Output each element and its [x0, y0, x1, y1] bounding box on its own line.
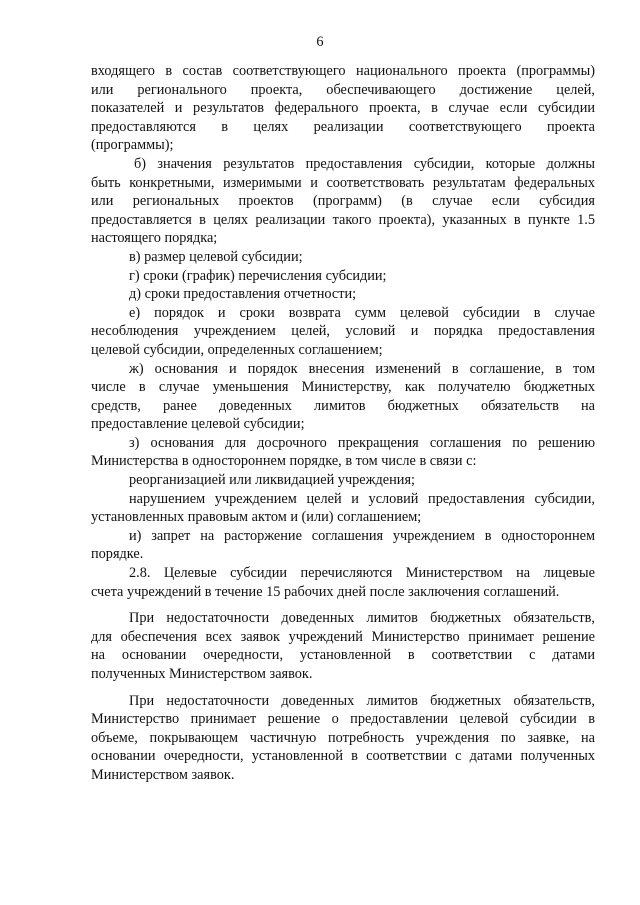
text-line: При недостаточности доведенных лимитов бюджетных обязательств,	[129, 610, 595, 627]
page-number: 6	[316, 34, 324, 50]
text-line: б) значения результатов предоставления субсидии, которые должны	[134, 155, 595, 172]
text-line: г) сроки (график) перечисления субсидии;	[129, 267, 387, 284]
paragraph	[91, 155, 595, 248]
paragraph	[91, 692, 595, 785]
paragraph	[91, 285, 595, 304]
text-line: числе в случае уменьшения Министерству, как получателю бюджетных	[91, 379, 595, 396]
text-line: объеме, покрывающем частичную потребность учреждения по заявке, на	[91, 729, 595, 746]
paragraph	[91, 609, 595, 683]
text-line: в) размер целевой субсидии;	[129, 248, 303, 265]
text-line: 2.8. Целевые субсидии перечисляются Министерством на лицевые	[129, 565, 595, 582]
text-line: средств, ранее доведенных лимитов бюджетных обязательств на	[91, 397, 595, 414]
text-line: е) порядок и сроки возврата сумм целевой субсидии в случае	[129, 304, 595, 321]
text-line: основании очередности, установленной в соответствии с датами полученных	[91, 748, 595, 765]
paragraph	[91, 490, 595, 527]
paragraph	[91, 267, 595, 286]
paragraph	[91, 62, 595, 155]
text-line: предоставляется в целях реализации такого проекта), указанных в пункте 1.5	[91, 211, 595, 228]
text-line: (программы);	[91, 137, 174, 154]
text-line: предоставляются в целях реализации соответствующего проекта	[91, 118, 595, 135]
paragraph	[91, 527, 595, 564]
text-line: ж) основания и порядок внесения изменений в соглашение, в том	[129, 360, 595, 377]
text-line: Министерство принимает решение о предоставлении целевой субсидии в	[91, 711, 595, 728]
paragraph	[91, 248, 595, 267]
text-line: полученных Министерством заявок.	[91, 666, 313, 682]
text-line: целевой субсидии, определенных соглашением;	[91, 341, 383, 358]
text-line: установленных правовым актом и (или) соглашением;	[91, 509, 422, 526]
text-line: з) основания для досрочного прекращения соглашения по решению	[129, 434, 595, 451]
text-line: быть конкретными, измеримыми и соответствовать результатам федеральных	[91, 174, 595, 191]
paragraph	[91, 564, 595, 601]
text-line: показателей и результатов федерального проекта, в случае если субсидии	[91, 100, 595, 117]
text-line: и) запрет на расторжение соглашения учреждением в одностороннем	[129, 527, 595, 544]
paragraph	[91, 360, 595, 434]
text-line: порядке.	[91, 546, 144, 563]
text-line: При недостаточности доведенных лимитов бюджетных обязательств,	[129, 692, 595, 709]
text-line: Министерством заявок.	[91, 766, 235, 783]
document-body	[91, 62, 595, 785]
text-line: реорганизацией или ликвидацией учреждения;	[129, 472, 415, 489]
paragraph	[91, 434, 595, 471]
text-line: или региональных проектов (программ) (в случае если субсидия	[91, 193, 595, 210]
text-line: или регионального проекта, обеспечивающего достижение целей,	[91, 81, 595, 98]
text-line: Министерства в одностороннем порядке, в том числе в связи с:	[91, 453, 477, 470]
text-line: нарушением учреждением целей и условий предоставления субсидии,	[129, 490, 595, 507]
text-line: предоставление целевой субсидии;	[91, 416, 305, 433]
text-line: настоящего порядка;	[91, 230, 218, 247]
text-line: счета учреждений в течение 15 рабочих дней после заключения соглашений.	[91, 583, 560, 600]
text-line: на основании очередности, установленной в соответствии с датами	[91, 647, 595, 664]
paragraph	[91, 304, 595, 360]
text-line: для обеспечения всех заявок учреждений Министерство принимает решение	[91, 628, 595, 645]
text-line: входящего в состав соответствующего национального проекта (программы)	[91, 63, 595, 79]
paragraph	[91, 471, 595, 490]
text-line: несоблюдения учреждением целей, условий и порядка предоставления	[91, 323, 595, 340]
text-line: д) сроки предоставления отчетности;	[129, 286, 357, 303]
